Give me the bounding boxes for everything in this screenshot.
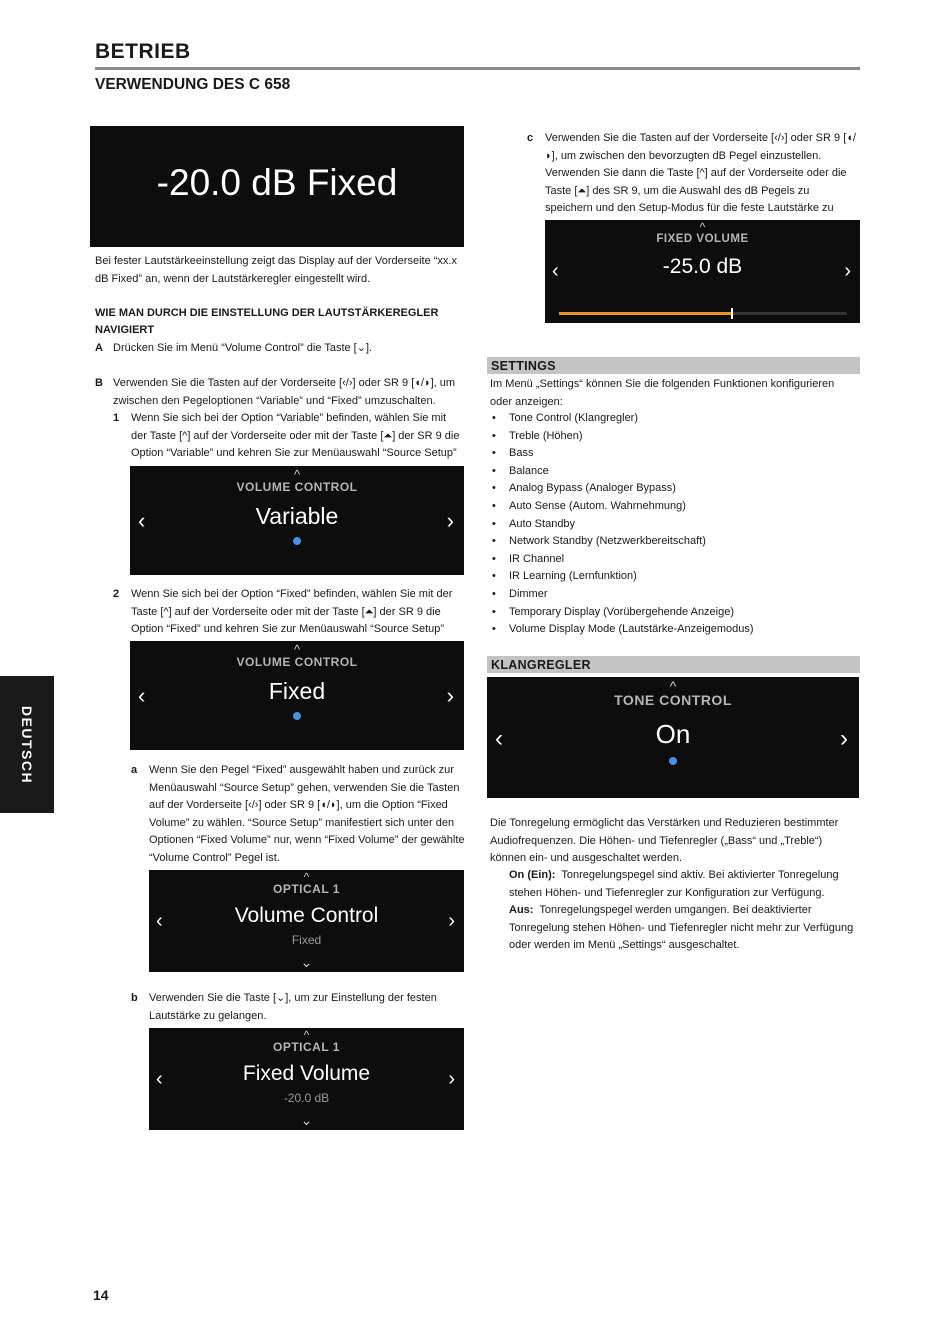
step-1-text: Wenn Sie sich bei der Option “Variable” befinden, wählen Sie mit der Taste [^] auf der Vorderseite oder mit der Taste [⏶] der SR 9 die Option “Variable” und kehren Sie zur Menüauswahl “Source Setup” (131, 412, 460, 459)
screen-value: Fixed (268, 678, 326, 704)
step-c-text: Verwenden Sie die Tasten auf der Vorderseite [‹/›] oder SR 9 [◖/◗], um zwischen den bevorzugten dB Pegel einzustellen. Verwenden Sie dann die Taste [^] auf der Vorderseite oder die Taste [⏶] des SR 9, um die Auswahl des dB Pegels zu speichern und den Setup-Modus für die feste Lautstärke zu (545, 132, 856, 214)
heading-rule (95, 67, 860, 70)
step-1-label: 1 (113, 412, 120, 424)
chevron-left-icon: ‹ (156, 910, 163, 932)
list-item: • Temporary Display (Vorübergehende Anzeige) (490, 604, 754, 622)
list-item: • Volume Display Mode (Lautstärke-Anzeigemodus) (490, 621, 754, 639)
sub-step-a-text: Wenn Sie den Pegel “Fixed” ausgewählt haben und zurück zur Menüauswahl “Source Setup” gehen, verwenden Sie die Tasten auf der Vorderseite [‹/›] oder SR 9 [◖/◗], um die Option “Fixed Volume” zu wählen. “Source Setup” manifestiert sich unter den Optionen “Fixed Volume” nur, wenn “Fixed Volume” der gewählte “Volume Control” Pegel ist. (149, 764, 465, 864)
screen-optical-volume-control (149, 870, 464, 972)
page-subheading: VERWENDUNG DES C 658 (95, 76, 291, 93)
list-item: • Network Standby (Netzwerkbereitschaft) (490, 533, 754, 551)
language-tab-label: DEUTSCH (19, 705, 35, 785)
down-caret-icon: ⌄ (300, 1112, 313, 1128)
screen-menu-value: -20.0 dB (283, 1091, 330, 1105)
step-c-label: c (527, 132, 534, 144)
sub-step-b-text: Verwenden Sie die Taste [⌄], um zur Einstellung der festen Lautstärke zu gelangen. (149, 992, 437, 1022)
list-item: • Balance (490, 463, 754, 481)
up-caret-icon: ^ (293, 467, 301, 482)
chevron-left-icon: ‹ (552, 260, 559, 282)
sub-step-b-label: b (131, 992, 138, 1004)
tone-off-label: Aus: (509, 904, 534, 916)
nav-heading-line2: NAVIGIERT (95, 324, 155, 336)
display-fixed-db (90, 126, 464, 247)
selection-dot (293, 537, 301, 545)
display-fixed-db-text: -20.0 dB Fixed (156, 162, 398, 203)
screen-menu-item: Fixed Volume (242, 1062, 371, 1085)
intro-paragraph: Bei fester Lautstärkeeinstellung zeigt das Display auf der Vorderseite “xx.x dB Fixed” an, wenn der Lautstärkeregler eingestellt wird. (95, 255, 457, 285)
screen-volume-control-fixed (130, 641, 464, 750)
chevron-left-icon: ‹ (138, 683, 146, 708)
step-b-text-2: zwischen den Pegeloptionen “Variable” und “Fixed” umzuschalten. (113, 394, 436, 407)
tone-off-text: Tonregelungspegel werden umgangen. Bei deaktivierter Tonregelung stehen Höhen- und Tiefenregler nicht mehr zur Verfügung oder werden im Menü „Settings“ ausgeschaltet. (509, 904, 854, 951)
up-caret-icon: ^ (303, 1028, 310, 1042)
screen-menu-item: Volume Control (234, 904, 379, 927)
settings-intro: Im Menü „Settings“ können Sie die folgenden Funktionen konfigurieren oder anzeigen: (490, 378, 835, 408)
chevron-right-icon: › (448, 1068, 455, 1090)
page-heading: BETRIEB (95, 40, 191, 63)
chevron-right-icon: › (448, 910, 455, 932)
screen-fixed-volume-level (545, 220, 860, 323)
nav-heading-line1: WIE MAN DURCH DIE EINSTELLUNG DER LAUTSTÄRKEREGLER (95, 307, 439, 319)
chevron-right-icon: › (840, 725, 848, 752)
page-number: 14 (93, 1287, 109, 1303)
screen-title: FIXED VOLUME (656, 233, 749, 245)
settings-list (490, 410, 754, 639)
level-bar-fill (559, 312, 732, 315)
screen-value: -25.0 dB (662, 255, 743, 278)
step-2-label: 2 (113, 588, 120, 600)
screen-menu-value: Fixed (291, 933, 322, 947)
list-item: • Bass (490, 445, 754, 463)
step-a (95, 340, 467, 358)
up-caret-icon: ^ (293, 642, 301, 657)
screen-title: VOLUME CONTROL (236, 655, 358, 669)
level-bar-track (559, 312, 847, 315)
list-item: • IR Channel (490, 551, 754, 569)
screen-volume-control-variable (130, 466, 464, 575)
chevron-right-icon: › (844, 260, 851, 282)
chevron-left-icon: ‹ (495, 725, 503, 752)
level-bar-marker (731, 308, 733, 319)
list-item: • Dimmer (490, 586, 754, 604)
screen-tone-control (487, 677, 859, 798)
chevron-right-icon: › (446, 683, 454, 708)
chevron-right-icon: › (446, 508, 454, 533)
tone-on-description (509, 867, 859, 902)
chevron-left-icon: ‹ (156, 1068, 163, 1090)
step-b-text-1: Verwenden Sie die Tasten auf der Vorderseite [‹/›] oder SR 9 [◖/◗], um (113, 377, 456, 389)
step-a-label: A (95, 342, 103, 354)
list-item: • Auto Sense (Autom. Wahrnehmung) (490, 498, 754, 516)
sub-step-a-label: a (131, 764, 138, 776)
tone-intro: Die Tonregelung ermöglicht das Verstärken und Reduzieren bestimmter Audiofrequenzen. Die Höhen- und Tiefenregler („Bass“ und „Treble“) können ein- und ausgeschaltet werden. (490, 817, 839, 864)
screen-value: On (655, 719, 691, 749)
screen-optical-fixed-volume (149, 1028, 464, 1130)
selection-dot (669, 757, 677, 765)
step-a-text: Drücken Sie im Menü “Volume Control” die Taste [⌄]. (113, 342, 373, 354)
up-caret-icon: ^ (303, 870, 310, 884)
up-caret-icon: ^ (669, 678, 677, 694)
settings-section-heading: SETTINGS (487, 357, 860, 374)
sub-step-a (131, 762, 465, 867)
list-item: • Treble (Höhen) (490, 428, 754, 446)
screen-title: TONE CONTROL (614, 692, 732, 708)
chevron-left-icon: ‹ (138, 508, 146, 533)
up-caret-icon: ^ (699, 220, 706, 234)
list-item: • Auto Standby (490, 516, 754, 534)
list-item: • Analog Bypass (Analoger Bypass) (490, 480, 754, 498)
step-b (95, 375, 467, 410)
screen-value: Variable (255, 503, 339, 529)
screen-title: VOLUME CONTROL (236, 480, 358, 494)
tone-off-description (509, 902, 859, 955)
screen-source: OPTICAL 1 (273, 882, 340, 896)
selection-dot (293, 712, 301, 720)
step-b-label: B (95, 377, 103, 389)
tone-on-text: Tonregelungspegel sind aktiv. Bei aktivierter Tonregelung stehen Höhen- und Tiefenregler zur Konfiguration zur Verfügung. (509, 869, 839, 899)
screen-source: OPTICAL 1 (273, 1040, 340, 1054)
list-item: • IR Learning (Lernfunktion) (490, 568, 754, 586)
tone-section-heading: KLANGREGLER (487, 656, 860, 673)
tone-on-label: On (Ein): (509, 869, 556, 881)
step-2-text: Wenn Sie sich bei der Option “Fixed” befinden, wählen Sie mit der Taste [^] auf der Vorderseite oder mit der Taste [⏶] der SR 9 die Option “Fixed” und kehren Sie zur Menüauswahl “Source Setup” (131, 588, 453, 635)
down-caret-icon: ⌄ (300, 954, 313, 970)
list-item: • Tone Control (Klangregler) (490, 410, 754, 428)
sub-step-b (131, 990, 465, 1025)
